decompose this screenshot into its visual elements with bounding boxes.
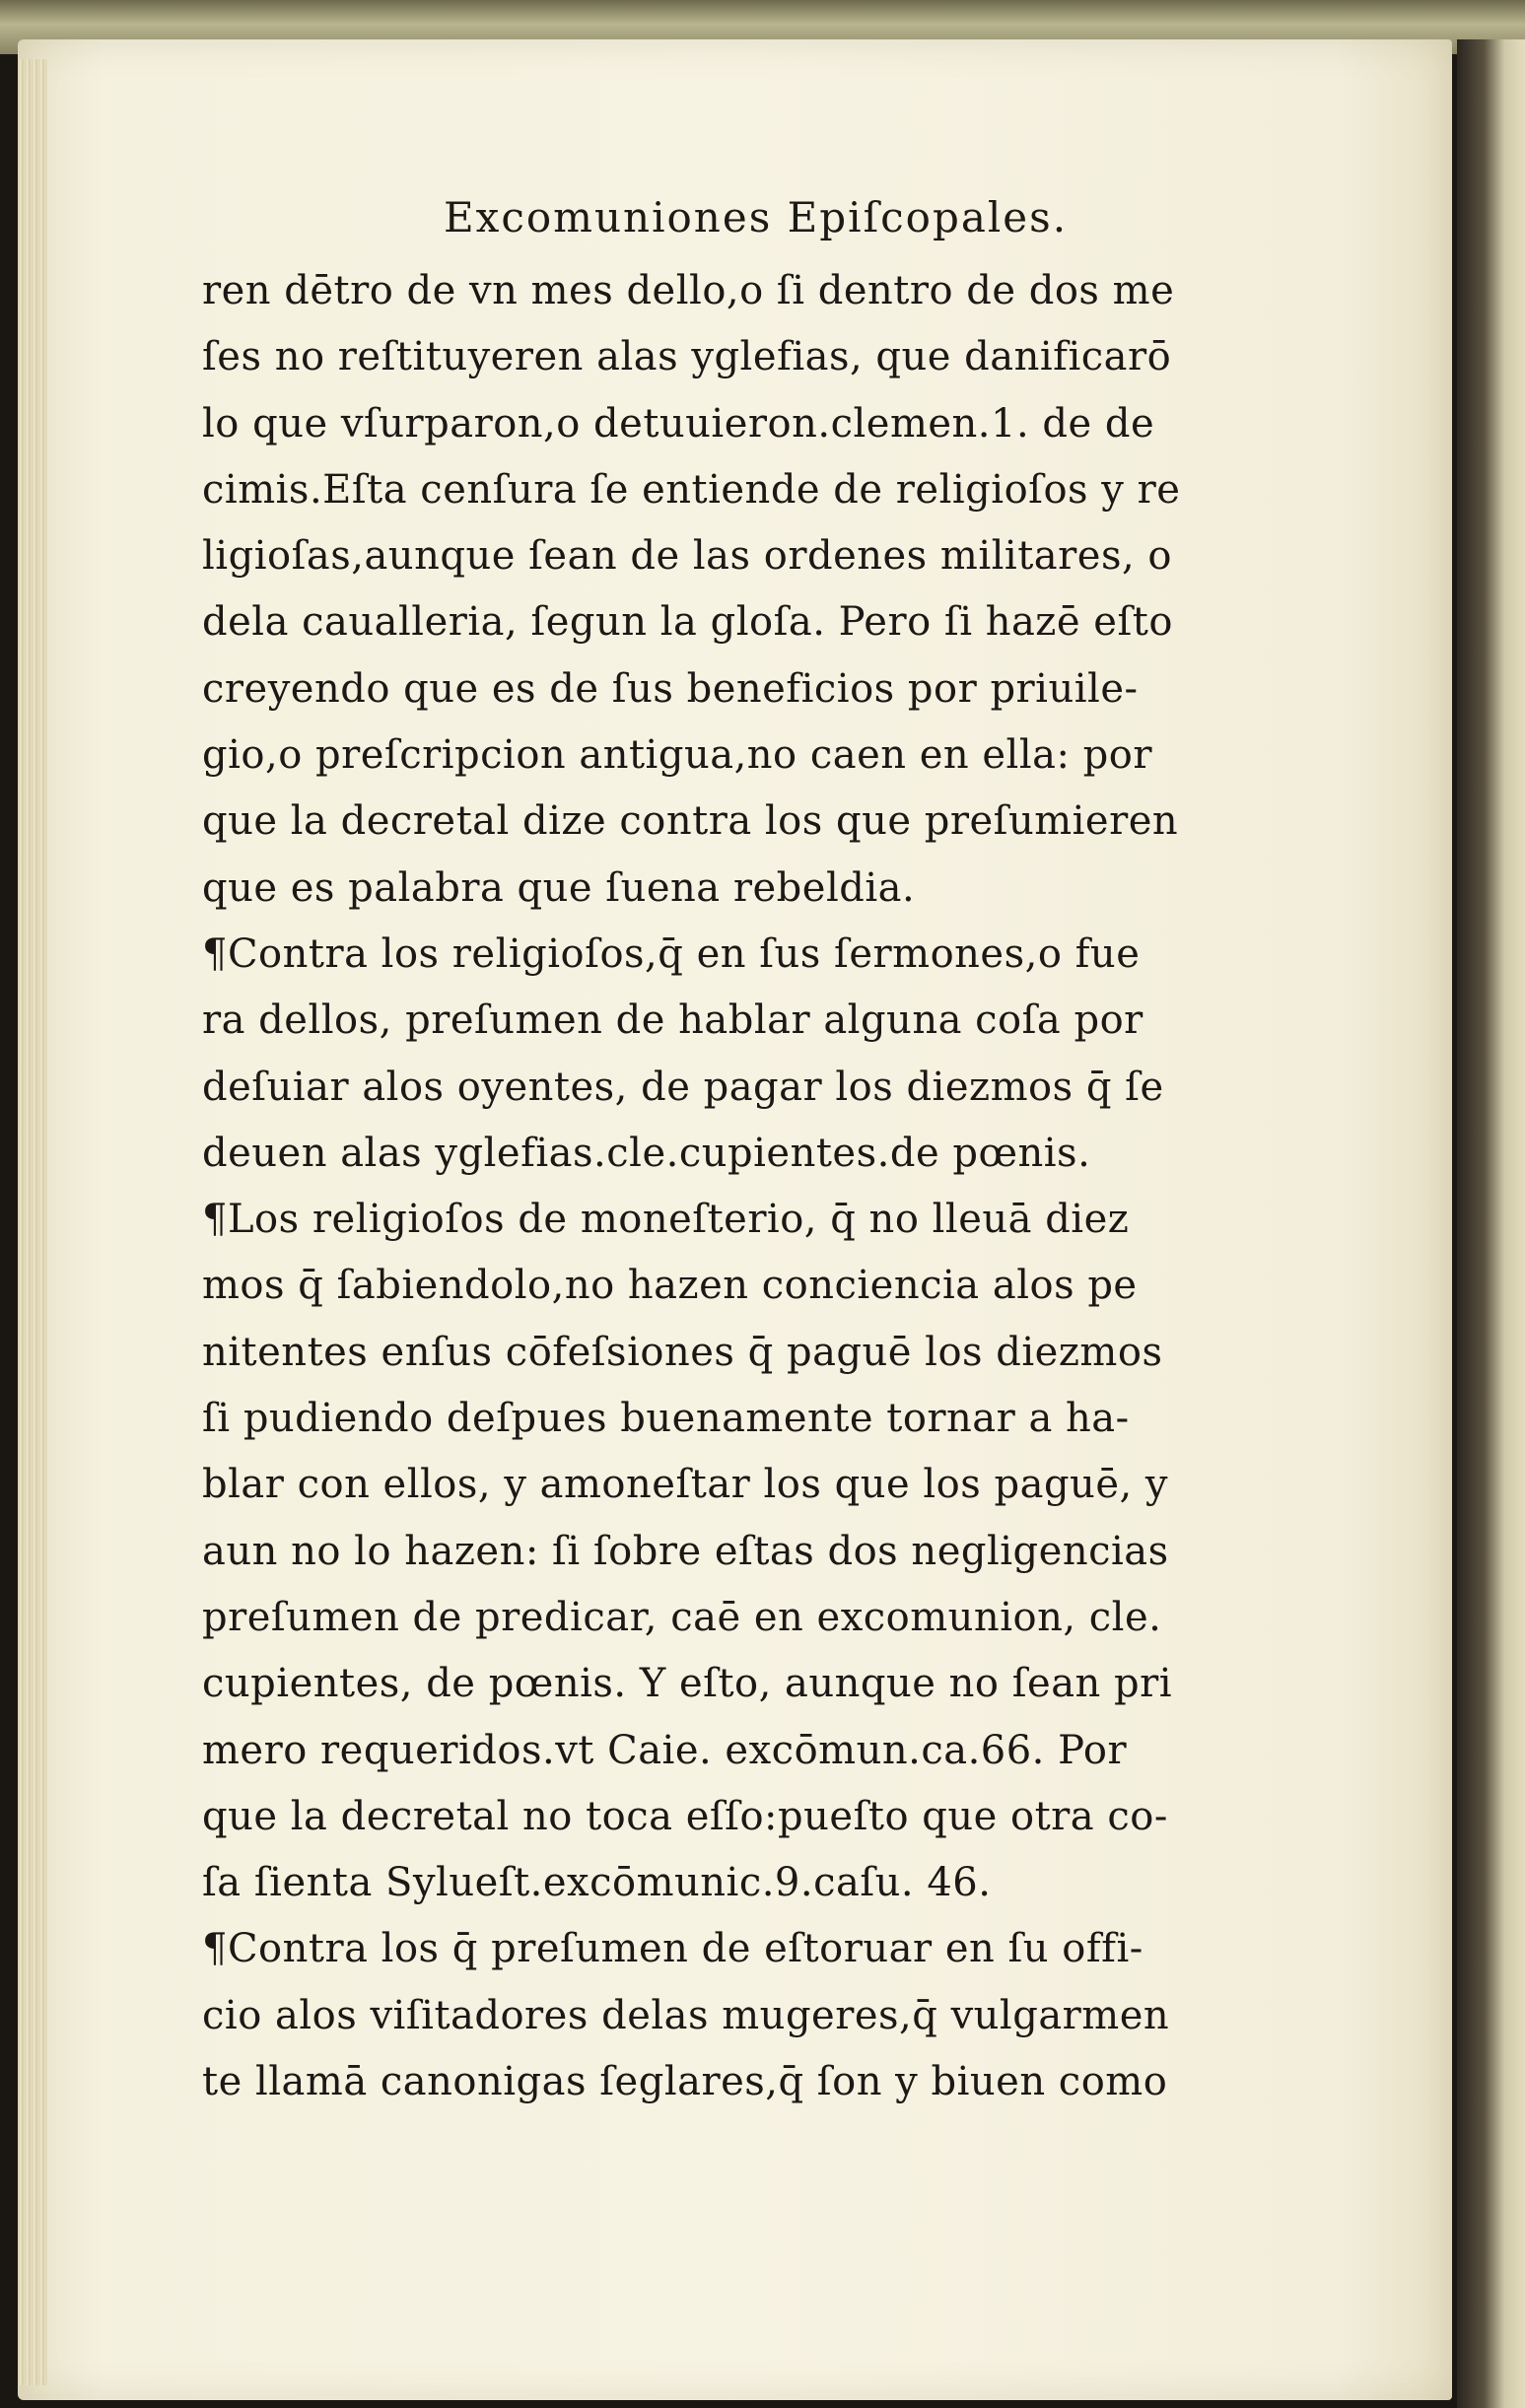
text-line: te llamā canonigas ſeglares,q̄ ſon y biuen como (202, 2059, 1168, 2105)
text-line: nitentes enſus cōfeſsiones q̄ paguē los diezmos (202, 1329, 1163, 1375)
text-line: dela caualleria, ſegun la gloſa. Pero ſi hazē eſto (202, 599, 1173, 646)
text-line: blar con ellos, y amoneſtar los que los paguē, y (202, 1462, 1169, 1508)
text-line: ſes no reſtituyeren alas yglefias, que danificarō (202, 334, 1172, 380)
text-line: que es palabra que ſuena rebeldia. (202, 864, 916, 911)
text-line: lo que vſurparon,o detuuieron.clemen.1. de de (202, 400, 1155, 447)
text-line: cimis.Eſta cenſura ſe entiende de religioſos y re (202, 466, 1181, 513)
adjacent-page-edge (1457, 39, 1525, 2408)
text-line: deſuiar alos oyentes, de pagar los diezmos q̄ ſe (202, 1064, 1164, 1110)
text-line: ſi pudiendo deſpues buenamente tornar a ha- (202, 1396, 1130, 1442)
paragraph-start-line: ¶Contra los q̄ preſumen de eſtoruar en ſu offi- (202, 1926, 1144, 1972)
text-line: preſumen de predicar, caē en excomunion, cle. (202, 1594, 1162, 1640)
text-line: ra dellos, preſumen de hablar alguna coſa por (202, 998, 1144, 1044)
text-line: deuen alas yglefias.cle.cupientes.de pœnis. (202, 1130, 1091, 1176)
text-line: cupientes, de pœnis. Y eſto, aunque no ſean pri (202, 1661, 1173, 1707)
text-line: cio alos viſitadores delas mugeres,q̄ vulgarmen (202, 1992, 1170, 2038)
running-header: Excomuniones Epiſcopales. (444, 193, 1069, 241)
text-line: ſa ſienta Sylueſt.excōmunic.9.caſu. 46. (202, 1860, 992, 1906)
page-stack-edges (18, 59, 47, 2385)
body-text (202, 258, 1360, 2115)
text-line: mos q̄ ſabiendolo,no hazen conciencia alos pe (202, 1263, 1138, 1309)
paragraph-start-line: ¶Contra los religioſos,q̄ en ſus ſermones,o fue (202, 930, 1141, 977)
text-line: ligioſas,aunque ſean de las ordenes militares, o (202, 533, 1172, 580)
paragraph-start-line: ¶Los religioſos de moneſterio, q̄ no lleuā diez (202, 1197, 1130, 1243)
text-line: creyendo que es de ſus beneficios por priuile- (202, 665, 1139, 712)
text-line: gio,o preſcripcion antigua,no caen en ella: por (202, 732, 1152, 779)
text-line: que la decretal no toca eſſo:pueſto que otra co- (202, 1793, 1168, 1839)
text-line: mero requeridos.vt Caie. excōmun.ca.66. Por (202, 1727, 1128, 1773)
text-line: ren dētro de vn mes dello,o ſi dentro de dos me (202, 268, 1175, 313)
text-line: que la decretal dize contra los que preſumieren (202, 798, 1179, 845)
text-line: aun no lo hazen: ſi ſobre eſtas dos negligencias (202, 1528, 1169, 1574)
